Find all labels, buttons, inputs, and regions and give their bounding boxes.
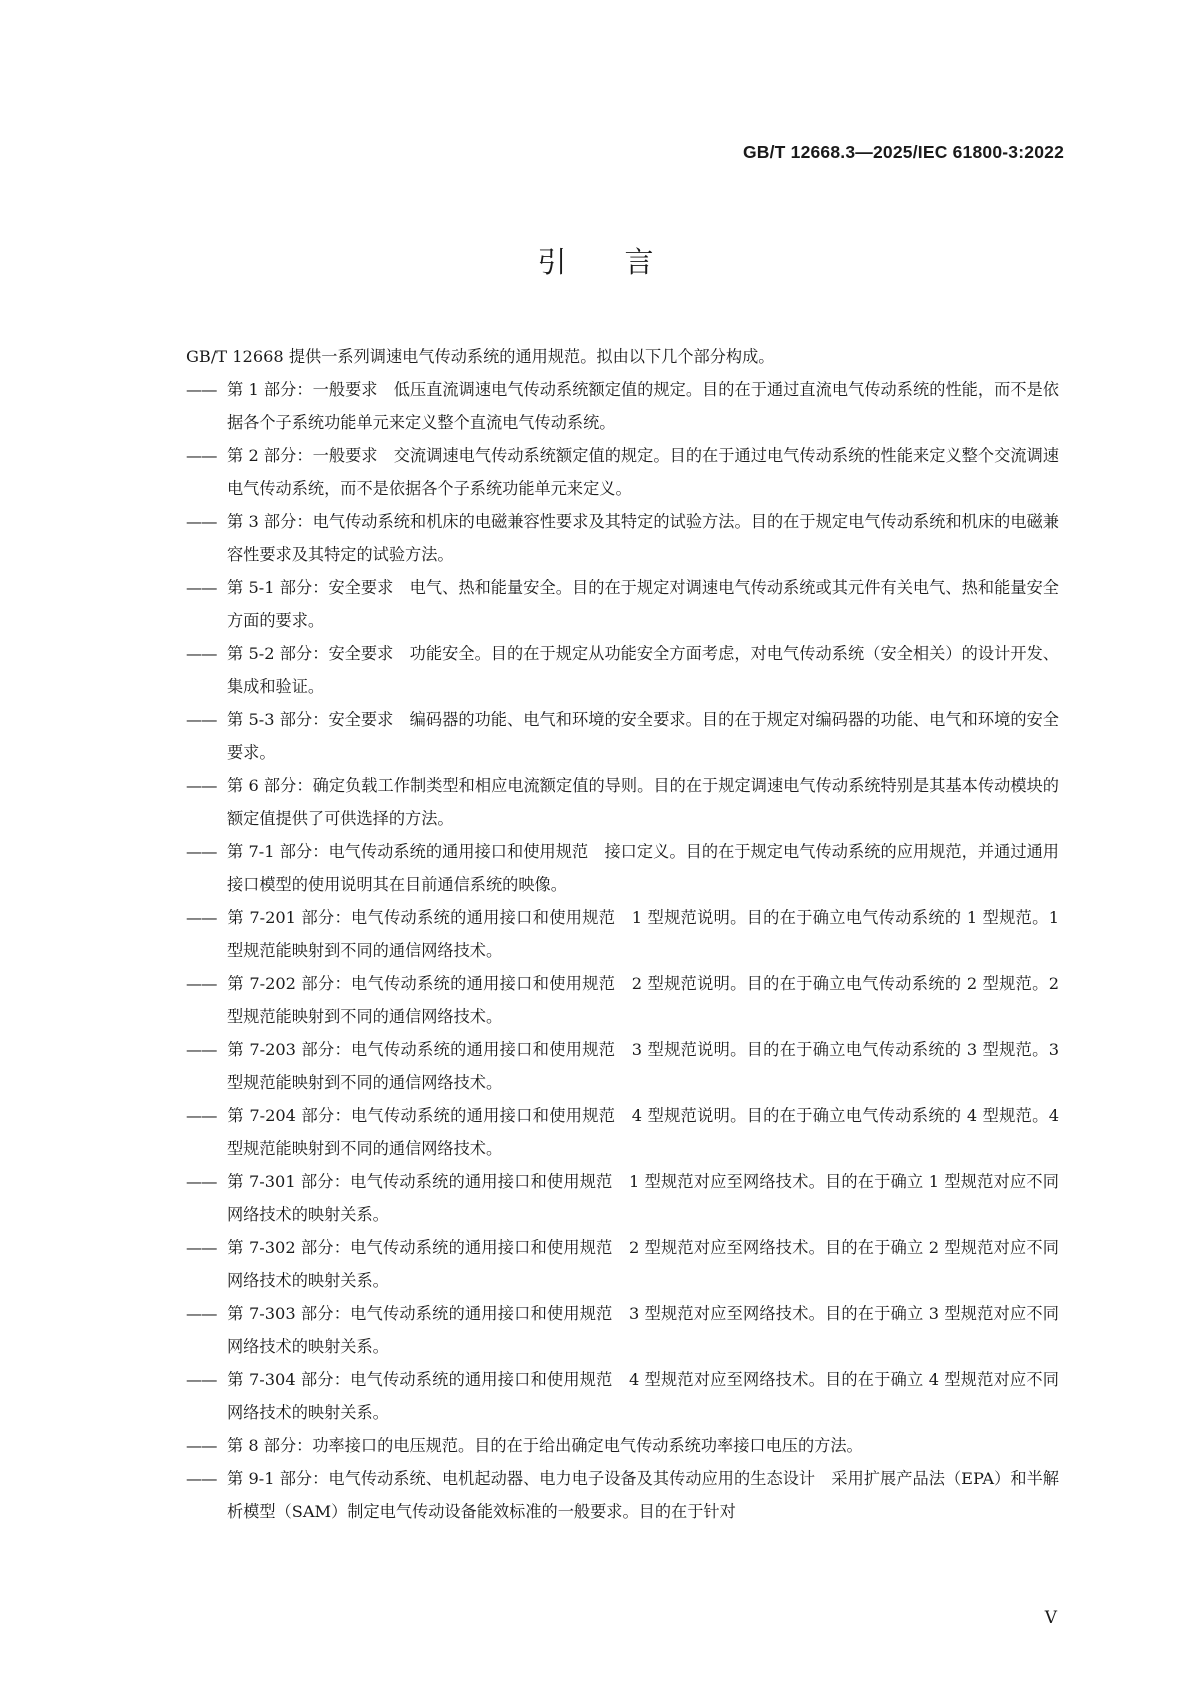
list-item: —— 第 7-303 部分：电气传动系统的通用接口和使用规范 3 型规范对应至网络技术。目的在于确立 3 型规范对应不同网络技术的映射关系。 [186,1304,1059,1356]
parts-list [186,373,1059,1528]
intro-paragraph: GB/T 12668 提供一系列调速电气传动系统的通用规范。拟由以下几个部分构成。 [186,347,775,366]
list-item: —— 第 7-304 部分：电气传动系统的通用接口和使用规范 4 型规范对应至网络技术。目的在于确立 4 型规范对应不同网络技术的映射关系。 [186,1370,1059,1422]
list-item: —— 第 8 部分：功率接口的电压规范。目的在于给出确定电气传动系统功率接口电压的方法。 [186,1436,863,1455]
list-item: —— 第 7-302 部分：电气传动系统的通用接口和使用规范 2 型规范对应至网络技术。目的在于确立 2 型规范对应不同网络技术的映射关系。 [186,1238,1059,1290]
list-item: —— 第 7-202 部分：电气传动系统的通用接口和使用规范 2 型规范说明。目的在于确立电气传动系统的 2 型规范。2 型规范能映射到不同的通信网络技术。 [186,974,1059,1026]
list-item: —— 第 3 部分：电气传动系统和机床的电磁兼容性要求及其特定的试验方法。目的在于规定电气传动系统和机床的电磁兼容性要求及其特定的试验方法。 [186,512,1059,564]
page-title: 引言 [537,245,712,279]
standard-number-header: GB/T 12668.3—2025/IEC 61800-3:2022 [742,142,1064,162]
list-item: —— 第 5-1 部分：安全要求 电气、热和能量安全。目的在于规定对调速电气传动系统或其元件有关电气、热和能量安全方面的要求。 [186,578,1059,630]
list-item: —— 第 7-201 部分：电气传动系统的通用接口和使用规范 1 型规范说明。目的在于确立电气传动系统的 1 型规范。1 型规范能映射到不同的通信网络技术。 [186,908,1059,960]
list-item: —— 第 6 部分：确定负载工作制类型和相应电流额定值的导则。目的在于规定调速电气传动系统特别是其基本传动模块的额定值提供了可供选择的方法。 [186,776,1059,828]
page-number: V [1044,1608,1057,1628]
list-item: —— 第 1 部分：一般要求 低压直流调速电气传动系统额定值的规定。目的在于通过直流电气传动系统的性能，而不是依据各个子系统功能单元来定义整个直流电气传动系统。 [186,380,1059,432]
list-item: —— 第 7-203 部分：电气传动系统的通用接口和使用规范 3 型规范说明。目的在于确立电气传动系统的 3 型规范。3 型规范能映射到不同的通信网络技术。 [186,1040,1059,1092]
document-body [186,340,1059,1528]
list-item: —— 第 2 部分：一般要求 交流调速电气传动系统额定值的规定。目的在于通过电气传动系统的性能来定义整个交流调速电气传动系统，而不是依据各个子系统功能单元来定义。 [186,446,1059,498]
list-item: —— 第 5-3 部分：安全要求 编码器的功能、电气和环境的安全要求。目的在于规定对编码器的功能、电气和环境的安全要求。 [186,710,1059,762]
list-item: —— 第 5-2 部分：安全要求 功能安全。目的在于规定从功能安全方面考虑，对电气传动系统（安全相关）的设计开发、集成和验证。 [186,644,1059,696]
list-item: —— 第 7-1 部分：电气传动系统的通用接口和使用规范 接口定义。目的在于规定电气传动系统的应用规范，并通过通用接口模型的使用说明其在目前通信系统的映像。 [186,842,1059,894]
list-item: —— 第 9-1 部分：电气传动系统、电机起动器、电力电子设备及其传动应用的生态设计 采用扩展产品法（EPA）和半解析模型（SAM）制定电气传动设备能效标准的一般要求。目的在于针对 [186,1469,1059,1521]
list-item: —— 第 7-204 部分：电气传动系统的通用接口和使用规范 4 型规范说明。目的在于确立电气传动系统的 4 型规范。4 型规范能映射到不同的通信网络技术。 [186,1106,1059,1158]
list-item: —— 第 7-301 部分：电气传动系统的通用接口和使用规范 1 型规范对应至网络技术。目的在于确立 1 型规范对应不同网络技术的映射关系。 [186,1172,1059,1224]
